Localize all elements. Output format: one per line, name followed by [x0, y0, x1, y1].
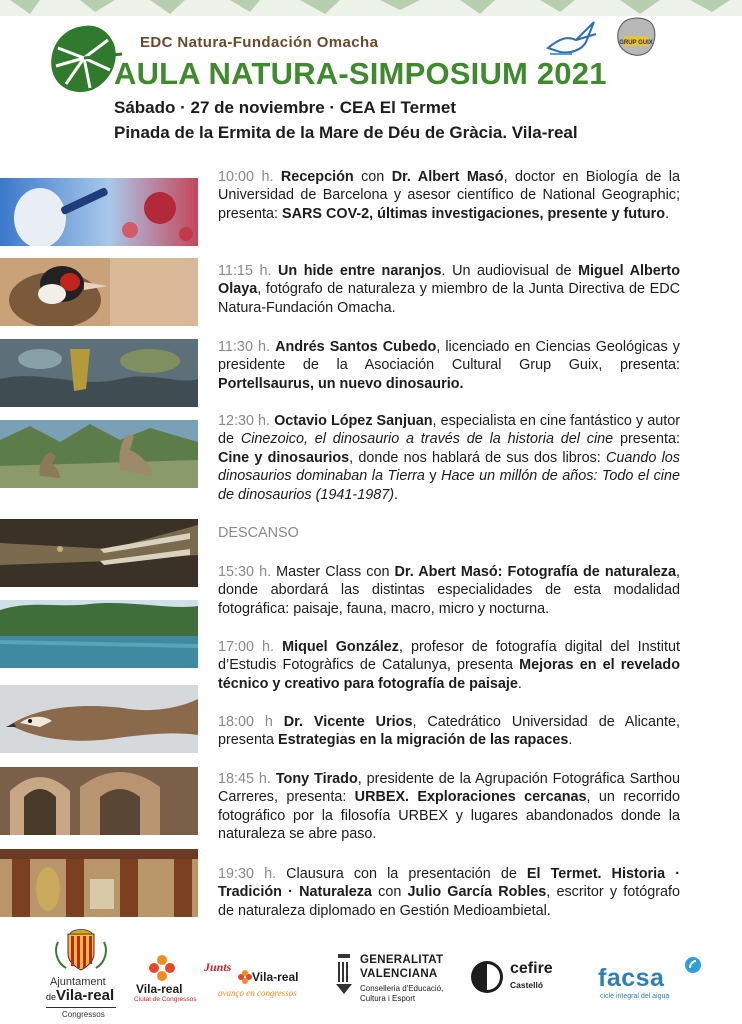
program-entry-1000: 10:00 h. Recepción con Dr. Albert Masó, doctor en Biología de la Universidad de Barcelona y asesor científico de National Geographic; presenta: SARS COV-2, últimas investigaciones, presente y futuro.: [218, 169, 680, 222]
monstera-leaf-icon: [44, 18, 124, 98]
vilareal-congressos-logo: Vila-real Ciutat de Congressos: [132, 954, 196, 1004]
grup-guix-logo: [614, 14, 658, 58]
break-label: DESCANSO: [218, 525, 299, 541]
guix-logo-text: GRUP GUIX: [619, 40, 653, 46]
dinosaur-film-still: [0, 420, 198, 488]
goldfinch-photo: [0, 258, 198, 326]
hermitage-interior-photo: [0, 849, 198, 917]
dinosaur-footprints-photo: [0, 339, 198, 407]
coat-of-arms-icon: [40, 928, 122, 972]
lake-landscape-photo: [0, 600, 198, 668]
abandoned-building-photo: [0, 767, 198, 835]
facsa-logo: facsa cicle integral del aigua: [596, 954, 708, 1004]
program-entry-1530: 15:30 h. Master Class con Dr. Abert Masó: Fotografía de naturaleza, donde abordará las distintas especialidades de esta modalidad fotográfica: paisaje, fauna, macro, micro y nocturna.: [218, 564, 681, 617]
cefire-castello-logo: cefire Castelló: [470, 960, 566, 1000]
program-entry-1130: 11:30 h. Andrés Santos Cubedo, licenciado en Ciencias Geológicas y presidente de la Asociación Cultural Grup Guix, presenta: Portellsaurus, un nuevo dinosaurio.: [218, 339, 680, 392]
small-flower-icon: [238, 970, 252, 984]
virus-lab-photo: [0, 178, 198, 246]
water-drop-icon: [684, 956, 702, 974]
bird-logo-icon: [546, 18, 598, 60]
event-date-venue: Sábado · 27 de noviembre · CEA El Termet: [114, 98, 456, 117]
flower-icon: [148, 954, 176, 982]
ajuntament-vilareal-logo: Ajuntament deVila-real Congressos: [40, 928, 122, 1024]
sponsor-footer: [0, 928, 742, 1024]
cefire-circle-icon: [470, 960, 504, 994]
program-entry-1930: 19:30 h. Clausura con la presentación de El Termet. Historia · Tradición · Naturaleza con Julio García Robles, escritor y fotógrafo de naturaleza diplomado en Gestión Medioambietal.: [218, 866, 681, 919]
program-entry-1115: 11:15 h. Un hide entre naranjos. Un audiovisual de Miguel Alberto Olaya, fotógrafo de naturaleza y miembro de la Junta Directiva de EDC Natura-Fundación Omacha.: [218, 263, 680, 316]
generalitat-emblem-icon: [334, 950, 354, 996]
program-entry-1845: 18:45 h. Tony Tirado, presidente de la Agrupación Fotográfica Sarthou Carreres, presenta: URBEX. Exploraciones cercanas, un recorrido fotográfico por la filosofía URBEX y lugares abandonados donde la naturaleza se abre paso.: [218, 771, 680, 843]
event-location: Pinada de la Ermita de la Mare de Déu de Gràcia. Vila-real: [114, 123, 578, 142]
generalitat-valenciana-logo: GENERALITAT VALENCIANA Conselleria d'Educació, Cultura i Esport: [334, 950, 454, 1014]
crocodile-photo: [0, 519, 198, 587]
event-title: AULA NATURA-SIMPOSIUM 2021: [114, 56, 607, 91]
program-entry-1700: 17:00 h. Miquel González, profesor de fotografía digital del Institut d’Estudis Fotogràfics de Catalunya, presenta Mejoras en el revelado técnico y creativo para fotografía de paisaje.: [218, 639, 680, 692]
program-entry-1800: 18:00 h Dr. Vicente Urios, Catedrático Universidad de Alicante, presenta Estrategias en la migración de las rapaces.: [218, 714, 680, 749]
organizer-name: EDC Natura-Fundación Omacha: [140, 34, 379, 51]
junts-vilareal-logo: Junts Vila-real avanço en congressos: [204, 960, 299, 998]
program-entry-1230: 12:30 h. Octavio López Sanjuan, especialista en cine fantástico y autor de Cinezoico, el dinosaurio a través de la historia del cine presenta: Cine y dinosaurios, donde nos hablará de sus dos libros: Cuando los dinosaurios dominaban la Tierra y Hace un millón de años: Todo el cine de dinosaurios (1941-1987).: [218, 413, 681, 503]
raptor-in-flight-photo: [0, 685, 198, 753]
